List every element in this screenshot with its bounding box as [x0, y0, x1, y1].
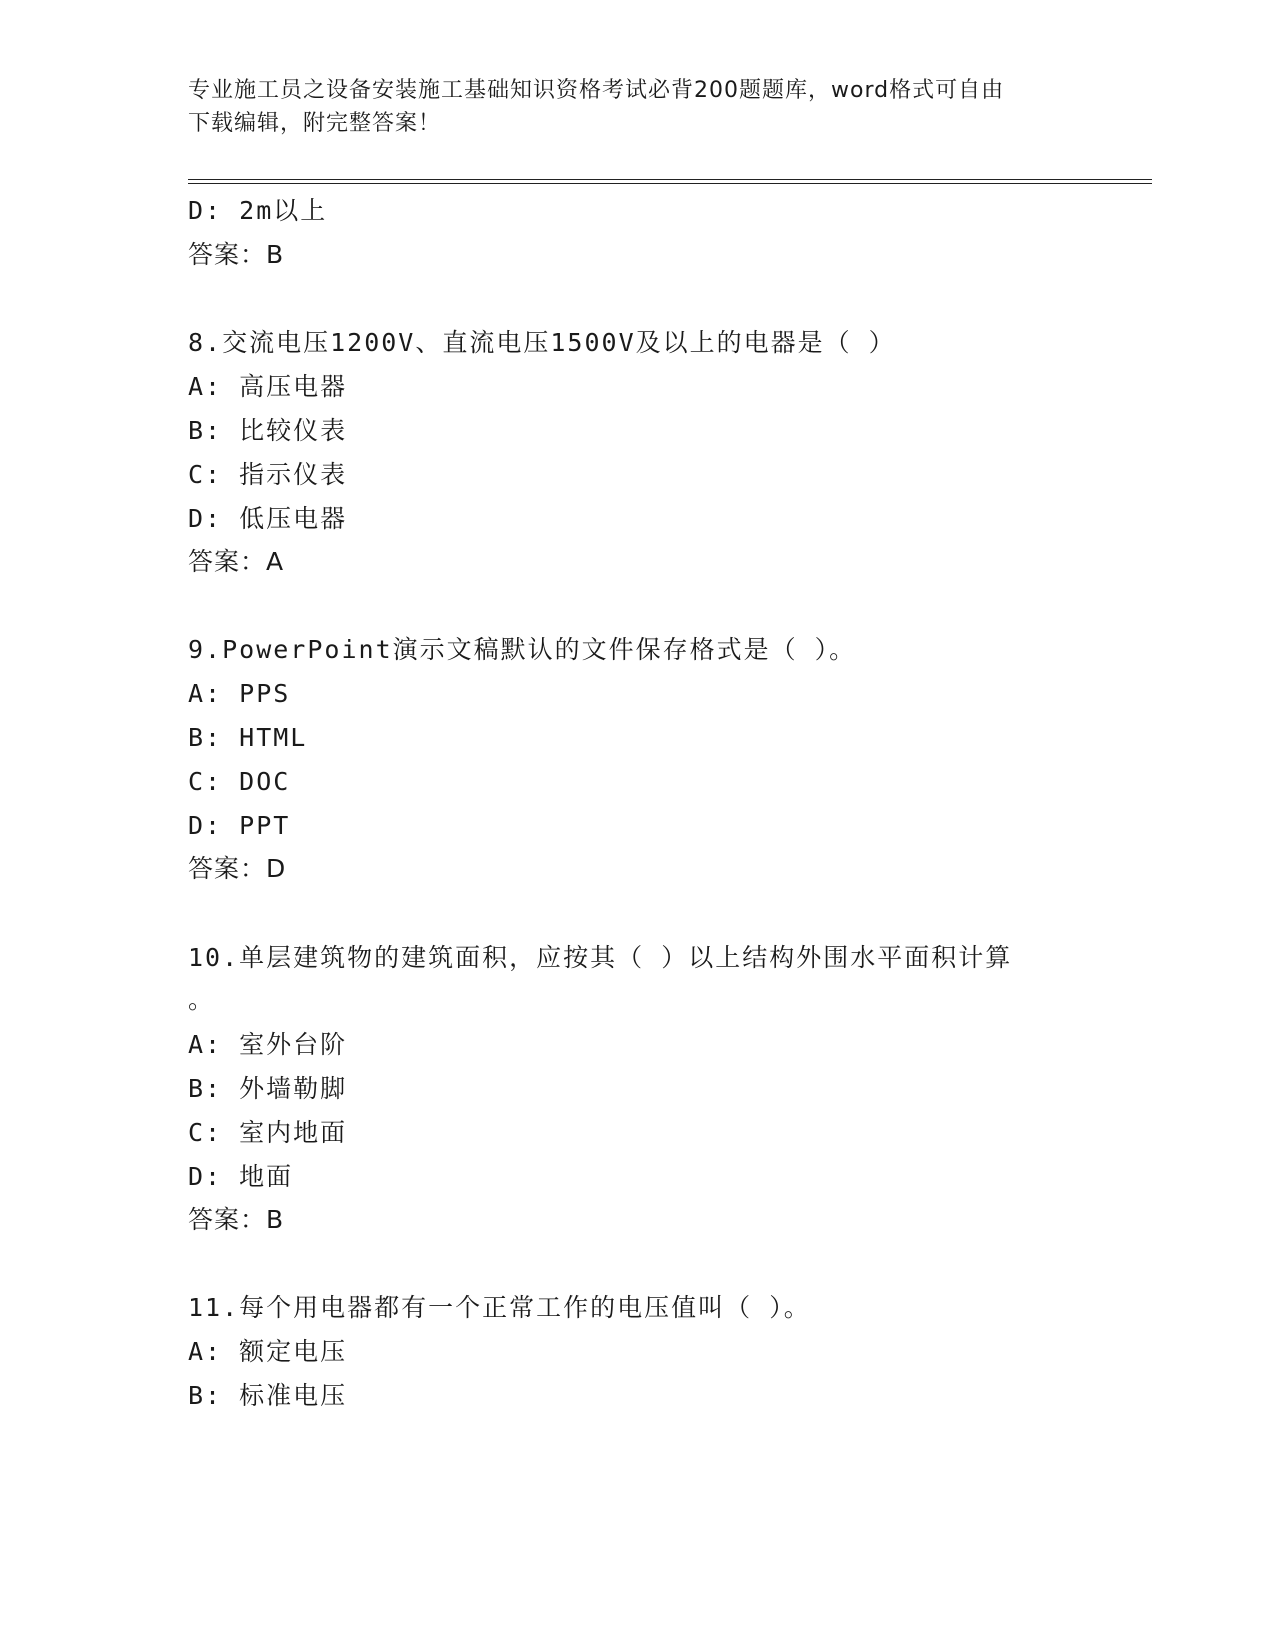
header-divider-bottom — [188, 183, 1152, 184]
question-10-option-c: C: 室内地面 — [188, 1118, 348, 1147]
question-10: 10.单层建筑物的建筑面积，应按其（ ）以上结构外围水平面积计算 — [188, 943, 1013, 972]
question-9-option-c: C: DOC — [188, 767, 291, 796]
question-9-option-d: D: PPT — [188, 811, 291, 840]
question-9-option-b: B: HTML — [188, 723, 308, 752]
document-header — [188, 74, 1088, 140]
question-8-option-c: C: 指示仪表 — [188, 460, 348, 489]
question-10-option-d: D: 地面 — [188, 1162, 294, 1191]
header-divider-top — [188, 179, 1152, 180]
answer-line: 答案：B — [188, 240, 285, 269]
header-line-1: 专业施工员之设备安装施工基础知识资格考试必背200题题库，word格式可自由 — [188, 78, 1005, 103]
question-8-option-a: A: 高压电器 — [188, 372, 348, 401]
question-10-option-b: B: 外墙勒脚 — [188, 1074, 348, 1103]
question-8-option-b: B: 比较仪表 — [188, 416, 348, 445]
question-8-answer: 答案：A — [188, 547, 285, 576]
question-10-answer: 答案：B — [188, 1205, 285, 1234]
question-8: 8.交流电压1200V、直流电压1500V及以上的电器是（ ） — [188, 328, 896, 357]
question-8-option-d: D: 低压电器 — [188, 504, 348, 533]
question-9-answer: 答案：D — [188, 854, 287, 883]
question-11-option-b: B: 标准电压 — [188, 1381, 348, 1410]
question-9: 9.PowerPoint演示文稿默认的文件保存格式是（ ）。 — [188, 635, 857, 664]
question-10-option-a: A: 室外台阶 — [188, 1030, 348, 1059]
option-d: D: 2m以上 — [188, 196, 328, 225]
question-9-option-a: A: PPS — [188, 679, 291, 708]
question-11-option-a: A: 额定电压 — [188, 1337, 348, 1366]
header-line-2: 下载编辑，附完整答案！ — [188, 111, 442, 136]
question-11: 11.每个用电器都有一个正常工作的电压值叫（ ）。 — [188, 1293, 811, 1322]
question-10-continuation: 。 — [188, 985, 216, 1014]
